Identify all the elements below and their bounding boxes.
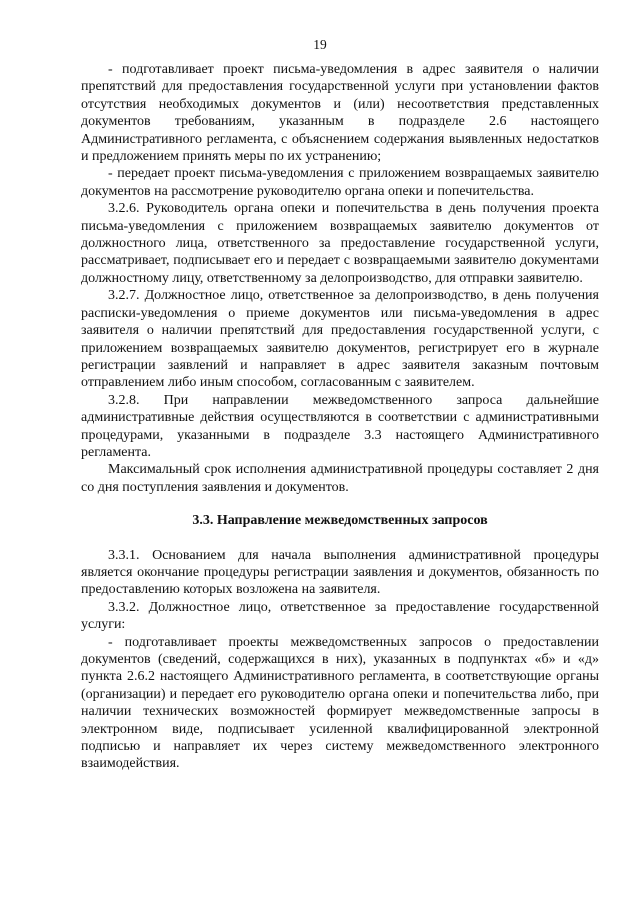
page-number: 19 bbox=[313, 37, 327, 52]
paragraph-prepare-notification-letter: - подготавливает проект письма-уведомления в адрес заявителя о наличии препятствий для предоставления государственной услуги при установлении фактов отсутствия необходимых документов и (или) несоответствия представленных документов требованиям, указанным в подразделе 2.6 настоящего Административного регламента, с объяснением содержания выявленных недостатков и предложением принять меры по их устранению; bbox=[81, 62, 599, 165]
paragraph-3-2-6: 3.2.6. Руководитель органа опеки и попечительства в день получения проекта письма-уведомления с приложением возвращаемых заявителю документов от должностного лица, ответственного за предоставление государственной услуги, рассматривает, подписывает его и передает с возвращаемыми заявителю документами должностному лицу, ответственному за делопроизводство, для отправки заявителю. bbox=[81, 201, 599, 286]
paragraph-transfer-draft-letter: - передает проект письма-уведомления с приложением возвращаемых заявителю документов на рассмотрение руководителю органа опеки и попечительства. bbox=[81, 166, 599, 199]
page-body bbox=[81, 61, 599, 773]
paragraph-3-3-2: 3.3.2. Должностное лицо, ответственное за предоставление государственной услуги: bbox=[81, 599, 599, 633]
paragraph-3-2-8: 3.2.8. При направлении межведомственного запроса дальнейшие административные действия осуществляются в соответствии с административными процедурами, указанными в подразделе 3.3 настоящего Административного регламента. bbox=[81, 392, 599, 460]
spacer bbox=[81, 530, 599, 547]
paragraph-3-2-7: 3.2.7. Должностное лицо, ответственное за делопроизводство, в день получения расписки-уведомления о приеме документов или письма-уведомления в адрес заявителя о наличии препятствий для предоставления государственной услуги, с приложением возвращаемых заявителю документов, регистрирует его в журнале регистрации заявлений и направляет в адрес заявителя заказным почтовым отправлением либо иным способом, согласованным с заявителем. bbox=[81, 288, 599, 391]
spacer bbox=[81, 496, 599, 512]
paragraph-prepare-interagency-requests: - подготавливает проекты межведомственных запросов о предоставлении документов (сведений, содержащихся в них), указанных в подпунктах «б» и «д» пункта 2.6.2 настоящего Административного регламента, в соответствующие органы (организации) и передает его руководителю органа опеки и попечительства либо, при наличии технических возможностей формирует межведомственные запросы в электронном виде, подписывает усиленной квалифицированной электронной подписью и направляет их через систему межведомственного электронного взаимодействия. bbox=[81, 634, 599, 772]
section-heading: 3.3. Направление межведомственных запросов bbox=[192, 513, 488, 529]
paragraph-3-3-1: 3.3.1. Основанием для начала выполнения административной процедуры является окончание процедуры регистрации заявления и документов, обязанность по предоставлению которых возложена на заявителя. bbox=[81, 547, 599, 598]
paragraph-max-duration: Максимальный срок исполнения административной процедуры составляет 2 дня со дня поступления заявления и документов. bbox=[81, 462, 599, 495]
